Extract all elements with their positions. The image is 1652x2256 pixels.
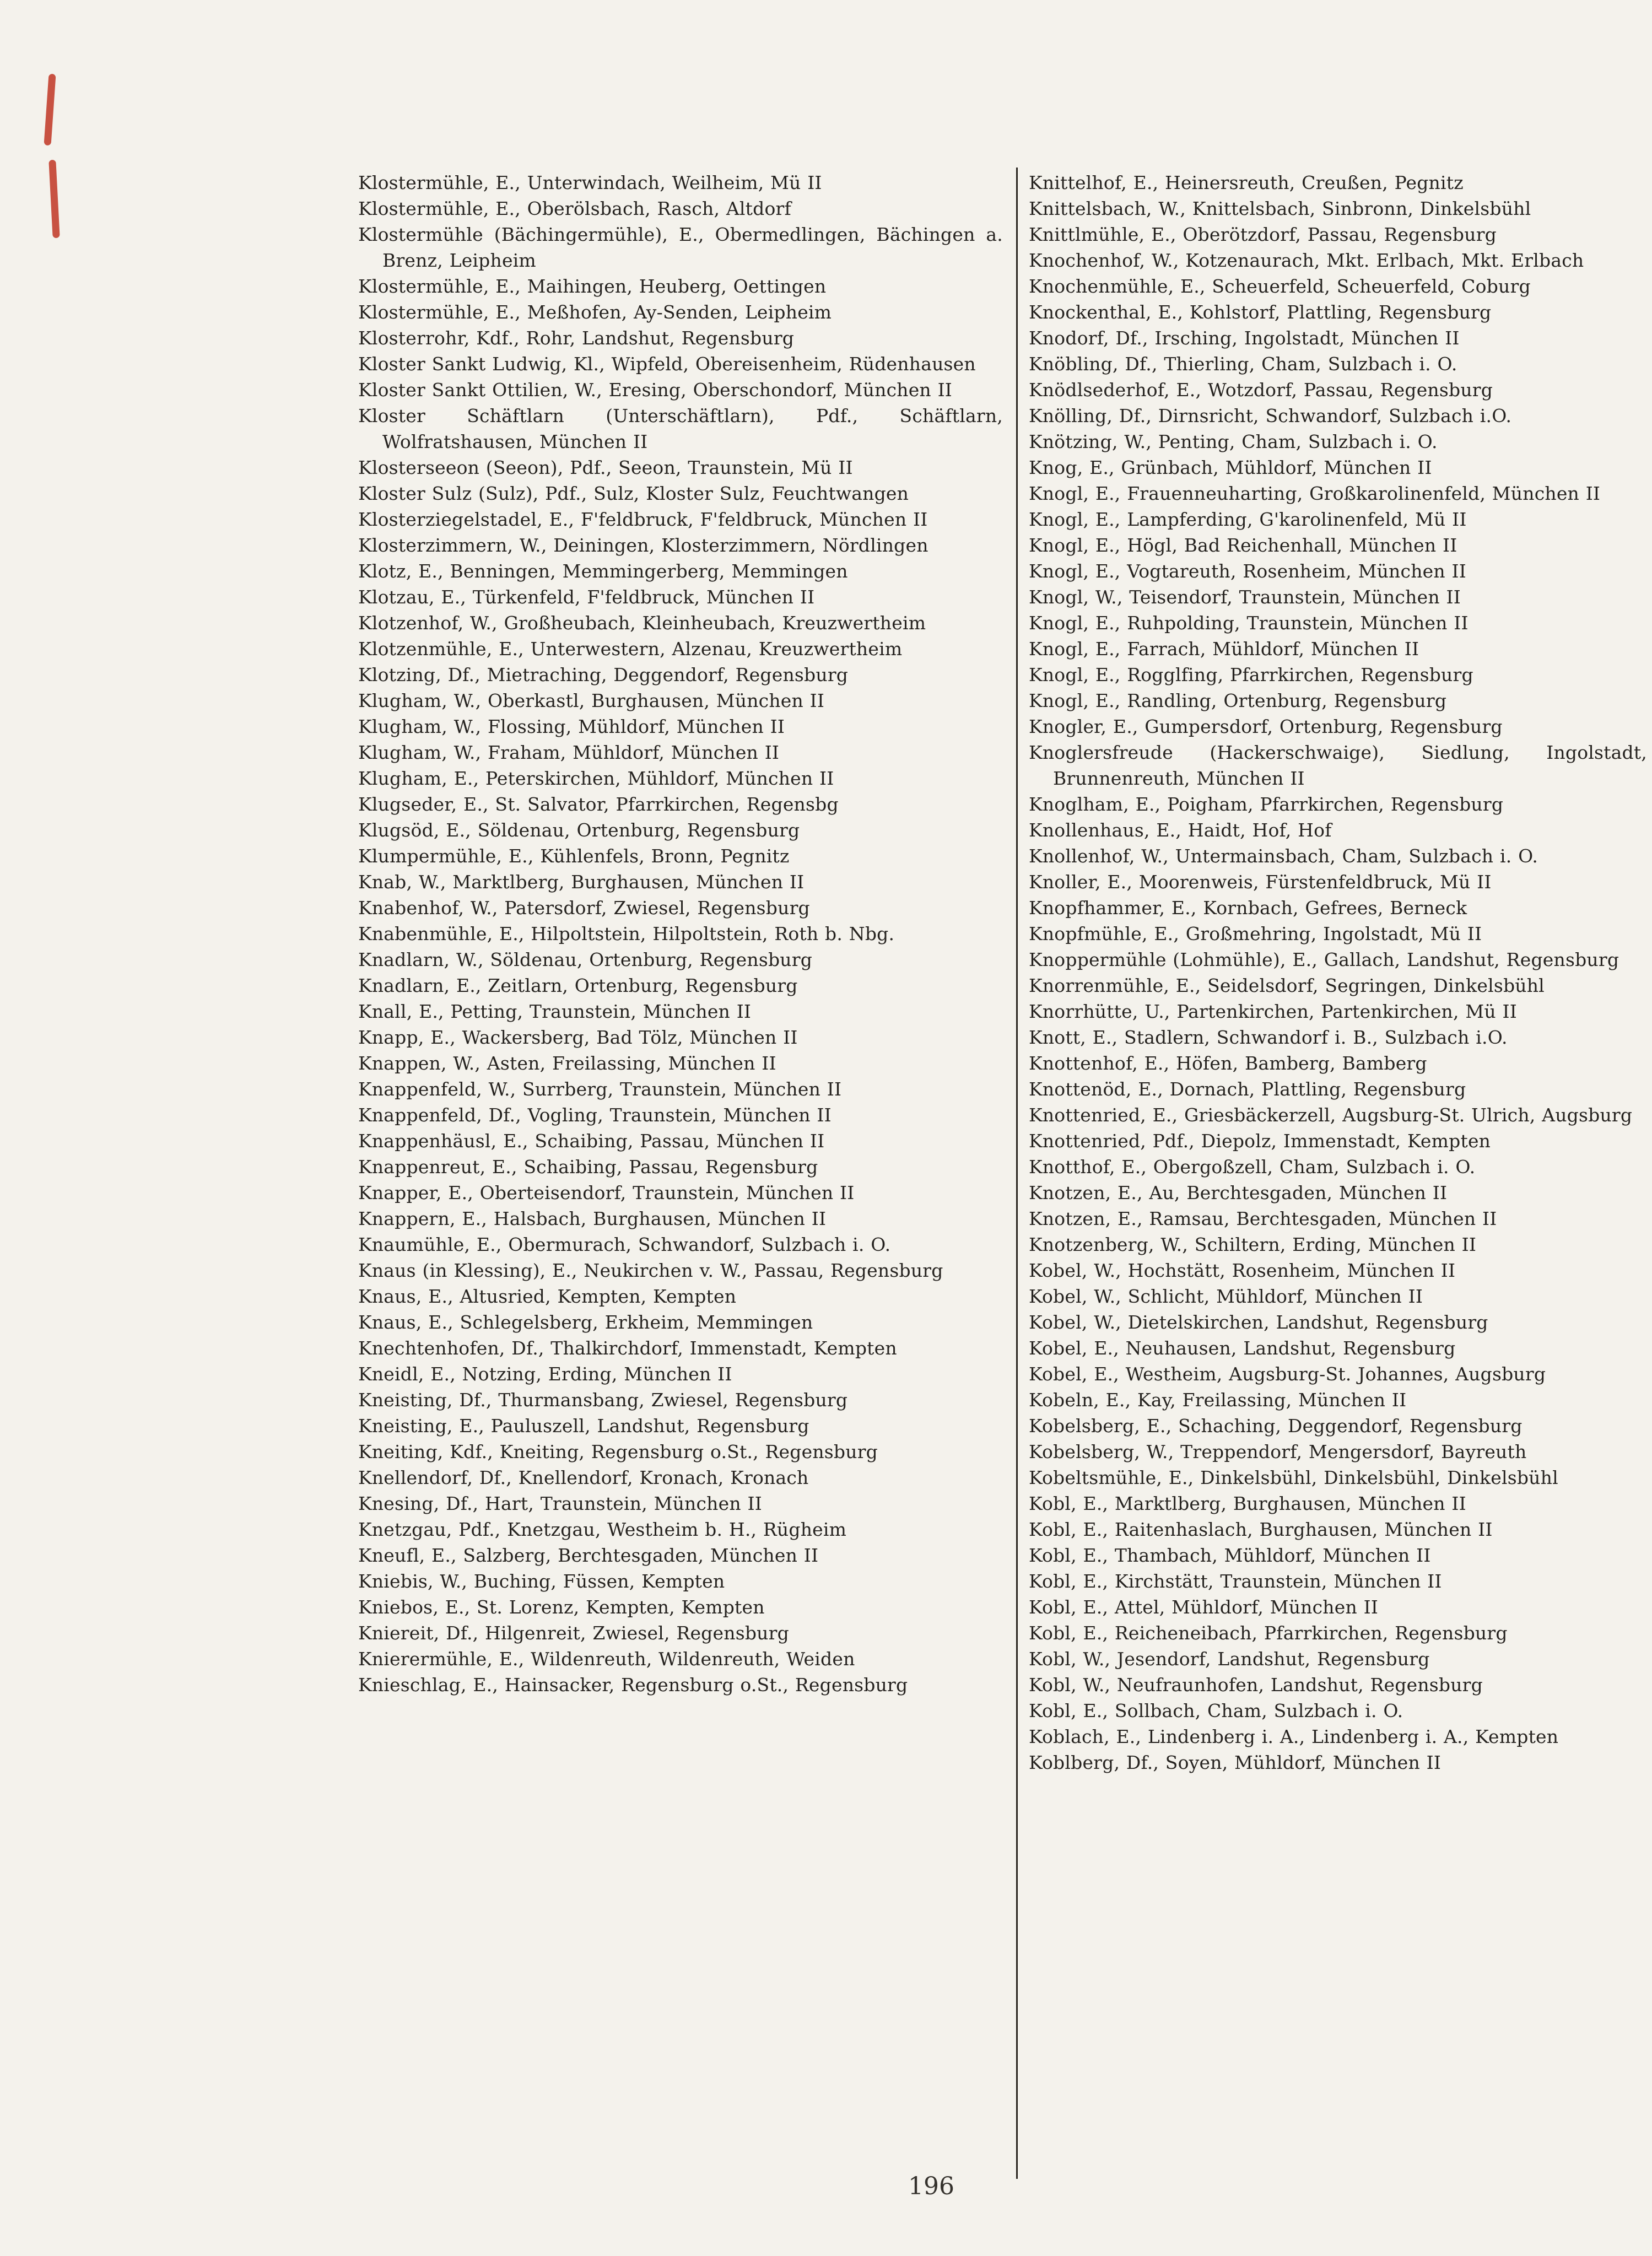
directory-entry: Knabenhof, W., Patersdorf, Zwiesel, Regensburg	[358, 897, 810, 919]
directory-entry: Knappen, W., Asten, Freilassing, München II	[358, 1053, 776, 1074]
directory-entry: Knopfhammer, E., Kornbach, Gefrees, Berneck	[1029, 897, 1467, 919]
directory-entry: Knotzen, E., Au, Berchtesgaden, München II	[1029, 1182, 1448, 1203]
directory-entry: Knog, E., Grünbach, Mühldorf, München II	[1029, 457, 1432, 478]
directory-entry: Klotzenmühle, E., Unterwestern, Alzenau, Kreuzwertheim	[358, 638, 903, 660]
directory-entry: Knochenmühle, E., Scheuerfeld, Scheuerfeld, Coburg	[1029, 276, 1531, 297]
directory-entry: Klotzau, E., Türkenfeld, F'feldbruck, München II	[358, 586, 815, 608]
directory-entry: Knieschlag, E., Hainsacker, Regensburg o.St., Regensburg	[358, 1674, 908, 1696]
directory-entry: Koblberg, Df., Soyen, Mühldorf, München II	[1029, 1752, 1442, 1773]
directory-entry: Kobl, E., Raitenhaslach, Burghausen, München II	[1029, 1519, 1493, 1540]
directory-entry: Kneiting, Kdf., Kneiting, Regensburg o.St., Regensburg	[358, 1441, 878, 1462]
directory-entry: Knödlsederhof, E., Wotzdorf, Passau, Regensburg	[1029, 379, 1493, 401]
directory-entry: Knappern, E., Halsbach, Burghausen, München II	[358, 1208, 827, 1229]
left-column	[358, 170, 1003, 1698]
directory-entry: Klugseder, E., St. Salvator, Pfarrkirchen, Regensbg	[358, 794, 839, 815]
directory-entry: Knotzenberg, W., Schiltern, Erding, München II	[1029, 1234, 1477, 1255]
directory-entry: Knittelhof, E., Heinersreuth, Creußen, Pegnitz	[1029, 172, 1464, 193]
directory-entry: Kloster Sankt Ottilien, W., Eresing, Oberschondorf, München II	[358, 379, 953, 401]
directory-entry: Kneisting, Df., Thurmansbang, Zwiesel, Regensburg	[358, 1389, 848, 1411]
directory-entry: Kniereit, Df., Hilgenreit, Zwiesel, Regensburg	[358, 1622, 789, 1644]
directory-entry: Klumpermühle, E., Kühlenfels, Bronn, Pegnitz	[358, 845, 790, 867]
directory-entry: Knappenreut, E., Schaibing, Passau, Regensburg	[358, 1156, 818, 1178]
directory-entry: Kneufl, E., Salzberg, Berchtesgaden, München II	[358, 1545, 819, 1566]
directory-entry: Knochenhof, W., Kotzenaurach, Mkt. Erlbach, Mkt. Erlbach	[1029, 250, 1584, 271]
directory-entry: Kobel, W., Dietelskirchen, Landshut, Regensburg	[1029, 1311, 1488, 1333]
directory-entry: Kobeltsmühle, E., Dinkelsbühl, Dinkelsbühl, Dinkelsbühl	[1029, 1467, 1558, 1488]
directory-entry: Kobl, E., Thambach, Mühldorf, München II	[1029, 1545, 1431, 1566]
directory-entry: Knogl, E., Ruhpolding, Traunstein, München II	[1029, 612, 1469, 634]
directory-entry: Klugsöd, E., Söldenau, Ortenburg, Regensburg	[358, 819, 800, 841]
directory-entry: Koblach, E., Lindenberg i. A., Lindenberg i. A., Kempten	[1029, 1726, 1559, 1747]
directory-entry: Kniebis, W., Buching, Füssen, Kempten	[358, 1570, 725, 1592]
directory-entry: Knotzen, E., Ramsau, Berchtesgaden, München II	[1029, 1208, 1497, 1229]
directory-entry: Knötzing, W., Penting, Cham, Sulzbach i. O.	[1029, 431, 1438, 452]
directory-entry: Klostermühle, E., Meßhofen, Ay-Senden, Leipheim	[358, 301, 832, 323]
directory-entry: Knogler, E., Gumpersdorf, Ortenburg, Regensburg	[1029, 716, 1503, 737]
directory-entry: Klostermühle, E., Oberölsbach, Rasch, Altdorf	[358, 198, 791, 219]
directory-entry: Knollenhaus, E., Haidt, Hof, Hof	[1029, 819, 1332, 841]
directory-entry: Knittlmühle, E., Oberötzdorf, Passau, Regensburg	[1029, 224, 1497, 245]
directory-entry: Knotthof, E., Obergoßzell, Cham, Sulzbach i. O.	[1029, 1156, 1476, 1178]
directory-entry: Knetzgau, Pdf., Knetzgau, Westheim b. H., Rügheim	[358, 1519, 847, 1540]
directory-entry: Knöbling, Df., Thierling, Cham, Sulzbach i. O.	[1029, 353, 1457, 375]
directory-entry: Knittelsbach, W., Knittelsbach, Sinbronn, Dinkelsbühl	[1029, 198, 1531, 219]
directory-entry: Klugham, W., Flossing, Mühldorf, München II	[358, 716, 785, 737]
directory-entry: Knabenmühle, E., Hilpoltstein, Hilpoltstein, Roth b. Nbg.	[358, 923, 895, 945]
directory-entry: Klugham, W., Oberkastl, Burghausen, München II	[358, 690, 825, 711]
directory-entry: Klosterziegelstadel, E., F'feldbruck, F'feldbruck, München II	[358, 509, 928, 530]
directory-entry: Knorrhütte, U., Partenkirchen, Partenkirchen, Mü II	[1029, 1001, 1517, 1022]
directory-entry: Knadlarn, W., Söldenau, Ortenburg, Regensburg	[358, 949, 813, 970]
directory-entry: Klotzing, Df., Mietraching, Deggendorf, Regensburg	[358, 664, 849, 686]
directory-entry: Klotz, E., Benningen, Memmingerberg, Memmingen	[358, 560, 848, 582]
directory-entry: Knapper, E., Oberteisendorf, Traunstein, München II	[358, 1182, 855, 1203]
directory-entry: Kloster Schäftlarn (Unterschäftlarn), Pdf., Schäftlarn, Wolfratshausen, München II	[358, 405, 1003, 452]
directory-entry: Knockenthal, E., Kohlstorf, Plattling, Regensburg	[1029, 301, 1492, 323]
directory-entry: Knall, E., Petting, Traunstein, München II	[358, 1001, 752, 1022]
directory-entry: Knaus (in Klessing), E., Neukirchen v. W., Passau, Regensburg	[358, 1260, 943, 1281]
directory-entry: Kobl, E., Kirchstätt, Traunstein, München II	[1029, 1570, 1442, 1592]
directory-entry: Knapp, E., Wackersberg, Bad Tölz, München II	[358, 1027, 798, 1048]
directory-entry: Kobl, E., Sollbach, Cham, Sulzbach i. O.	[1029, 1700, 1403, 1721]
directory-entry: Knottenhof, E., Höfen, Bamberg, Bamberg	[1029, 1053, 1427, 1074]
directory-entry: Klostermühle (Bächingermühle), E., Obermedlingen, Bächingen a. Brenz, Leipheim	[358, 224, 1003, 271]
directory-entry: Kobel, W., Schlicht, Mühldorf, München II	[1029, 1286, 1423, 1307]
directory-entry: Knaus, E., Schlegelsberg, Erkheim, Memmingen	[358, 1311, 813, 1333]
directory-entry: Kobl, E., Reicheneibach, Pfarrkirchen, Regensburg	[1029, 1622, 1508, 1644]
directory-entry: Klosterrohr, Kdf., Rohr, Landshut, Regensburg	[358, 327, 795, 349]
directory-entry: Knechtenhofen, Df., Thalkirchdorf, Immenstadt, Kempten	[358, 1337, 897, 1359]
directory-entry: Knappenhäusl, E., Schaibing, Passau, München II	[358, 1130, 825, 1152]
directory-entry: Klotzenhof, W., Großheubach, Kleinheubach, Kreuzwertheim	[358, 612, 926, 634]
right-column	[1029, 170, 1647, 1775]
directory-entry: Knogl, E., Farrach, Mühldorf, München II	[1029, 638, 1419, 660]
directory-entry: Kobl, E., Marktlberg, Burghausen, München II	[1029, 1493, 1466, 1514]
directory-entry: Kneidl, E., Notzing, Erding, München II	[358, 1363, 732, 1385]
directory-entry: Kloster Sankt Ludwig, Kl., Wipfeld, Obereisenheim, Rüdenhausen	[358, 353, 976, 375]
directory-entry: Knogl, E., Högl, Bad Reichenhall, München II	[1029, 535, 1457, 556]
directory-entry: Knab, W., Marktlberg, Burghausen, München II	[358, 871, 805, 893]
directory-entry: Knogl, W., Teisendorf, Traunstein, München II	[1029, 586, 1461, 608]
directory-entry: Knopfmühle, E., Großmehring, Ingolstadt, Mü II	[1029, 923, 1482, 945]
directory-entry: Kobl, E., Attel, Mühldorf, München II	[1029, 1596, 1379, 1618]
directory-entry: Kobel, W., Hochstätt, Rosenheim, München II	[1029, 1260, 1456, 1281]
directory-entry: Kloster Sulz (Sulz), Pdf., Sulz, Kloster Sulz, Feuchtwangen	[358, 483, 909, 504]
directory-entry: Knottenried, Pdf., Diepolz, Immenstadt, Kempten	[1029, 1130, 1491, 1152]
red-margin-mark	[48, 160, 60, 238]
directory-entry: Klugham, E., Peterskirchen, Mühldorf, München II	[358, 768, 834, 789]
directory-entry: Knappenfeld, Df., Vogling, Traunstein, München II	[358, 1104, 832, 1126]
directory-entry: Knottenöd, E., Dornach, Plattling, Regensburg	[1029, 1078, 1466, 1100]
directory-entry: Kniebos, E., St. Lorenz, Kempten, Kempten	[358, 1596, 765, 1618]
directory-entry: Knogl, E., Rogglfing, Pfarrkirchen, Regensburg	[1029, 664, 1473, 686]
directory-entry: Knadlarn, E., Zeitlarn, Ortenburg, Regensburg	[358, 975, 798, 996]
directory-entry: Knoller, E., Moorenweis, Fürstenfeldbruck, Mü II	[1029, 871, 1492, 893]
directory-entry: Knoglham, E., Poigham, Pfarrkirchen, Regensburg	[1029, 794, 1504, 815]
page-number: 196	[908, 2172, 954, 2200]
directory-entry: Knierermühle, E., Wildenreuth, Wildenreuth, Weiden	[358, 1648, 855, 1670]
directory-entry: Knogl, E., Randling, Ortenburg, Regensburg	[1029, 690, 1447, 711]
directory-entry: Kobeln, E., Kay, Freilassing, München II	[1029, 1389, 1407, 1411]
directory-entry: Kneisting, E., Pauluszell, Landshut, Regensburg	[358, 1415, 809, 1437]
red-margin-mark	[44, 74, 56, 146]
directory-entry: Klugham, W., Fraham, Mühldorf, München II	[358, 742, 780, 763]
directory-entry: Kobelsberg, E., Schaching, Deggendorf, Regensburg	[1029, 1415, 1523, 1437]
directory-entry: Knodorf, Df., Irsching, Ingolstadt, München II	[1029, 327, 1460, 349]
directory-entry: Knollenhof, W., Untermainsbach, Cham, Sulzbach i. O.	[1029, 845, 1538, 867]
directory-entry: Knoppermühle (Lohmühle), E., Gallach, Landshut, Regensburg	[1029, 949, 1619, 970]
directory-entry: Knogl, E., Frauenneuharting, Großkarolinenfeld, München II	[1029, 483, 1601, 504]
directory-entry: Knappenfeld, W., Surrberg, Traunstein, München II	[358, 1078, 842, 1100]
directory-entry: Knaumühle, E., Obermurach, Schwandorf, Sulzbach i. O.	[358, 1234, 891, 1255]
directory-entry: Kobelsberg, W., Treppendorf, Mengersdorf, Bayreuth	[1029, 1441, 1527, 1462]
directory-entry: Knogl, E., Lampferding, G'karolinenfeld, Mü II	[1029, 509, 1467, 530]
directory-entry: Knott, E., Stadlern, Schwandorf i. B., Sulzbach i.O.	[1029, 1027, 1508, 1048]
directory-entry: Klostermühle, E., Maihingen, Heuberg, Oettingen	[358, 276, 827, 297]
directory-entry: Knellendorf, Df., Knellendorf, Kronach, Kronach	[358, 1467, 809, 1488]
directory-entry: Knaus, E., Altusried, Kempten, Kempten	[358, 1286, 737, 1307]
directory-entry: Kobel, E., Neuhausen, Landshut, Regensburg	[1029, 1337, 1456, 1359]
directory-entry: Knoglersfreude (Hackerschwaige), Siedlung, Ingolstadt, Brunnenreuth, München II	[1029, 742, 1647, 789]
column-divider-rule	[1016, 168, 1018, 2179]
directory-entry: Kobl, W., Jesendorf, Landshut, Regensburg	[1029, 1648, 1430, 1670]
directory-entry: Kobel, E., Westheim, Augsburg-St. Johannes, Augsburg	[1029, 1363, 1546, 1385]
directory-entry: Knesing, Df., Hart, Traunstein, München II	[358, 1493, 762, 1514]
directory-entry: Klosterzimmern, W., Deiningen, Klosterzimmern, Nördlingen	[358, 535, 928, 556]
directory-entry: Klosterseeon (Seeon), Pdf., Seeon, Traunstein, Mü II	[358, 457, 853, 478]
directory-entry: Knottenried, E., Griesbäckerzell, Augsburg-St. Ulrich, Augsburg	[1029, 1104, 1633, 1126]
directory-entry: Knorrenmühle, E., Seidelsdorf, Segringen, Dinkelsbühl	[1029, 975, 1545, 996]
directory-entry: Klostermühle, E., Unterwindach, Weilheim, Mü II	[358, 172, 822, 193]
directory-entry: Kobl, W., Neufraunhofen, Landshut, Regensburg	[1029, 1674, 1483, 1696]
directory-entry: Knogl, E., Vogtareuth, Rosenheim, München II	[1029, 560, 1466, 582]
directory-entry: Knölling, Df., Dirnsricht, Schwandorf, Sulzbach i.O.	[1029, 405, 1512, 427]
